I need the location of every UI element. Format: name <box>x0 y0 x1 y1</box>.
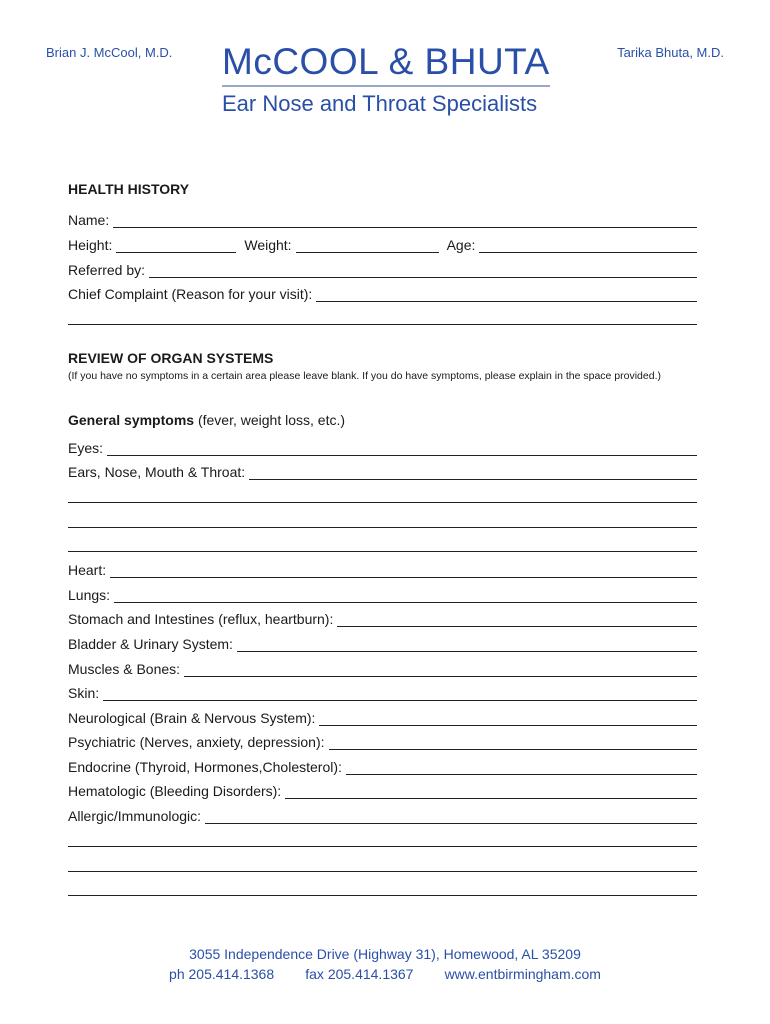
firm-name: McCOOL & BHUTA <box>222 41 550 82</box>
allergic-label: Allergic/Immunologic: <box>68 808 202 824</box>
weight-label: Weight: <box>244 237 292 253</box>
hematologic-row <box>68 781 697 799</box>
ent-field[interactable] <box>249 463 697 480</box>
bladder-row <box>68 634 697 652</box>
height-field[interactable] <box>116 236 236 253</box>
ent-label: Ears, Nose, Mouth & Throat: <box>68 464 246 480</box>
allergic-field[interactable] <box>205 807 697 824</box>
referred-field[interactable] <box>149 261 697 278</box>
firm-subtitle: Ear Nose and Throat Specialists <box>222 91 538 116</box>
doctor-right-name: Tarika Bhuta, M.D. <box>617 45 724 60</box>
firm-divider <box>222 85 550 87</box>
referred-row <box>68 260 697 278</box>
endocrine-row <box>68 757 697 775</box>
stomach-row <box>68 609 697 627</box>
heart-row <box>68 560 697 578</box>
review-title: REVIEW OF ORGAN SYSTEMS <box>68 350 274 366</box>
endocrine-label: Endocrine (Thyroid, Hormones,Cholesterol): <box>68 759 342 775</box>
skin-label: Skin: <box>68 685 100 701</box>
eyes-label: Eyes: <box>68 440 104 456</box>
neuro-field[interactable] <box>319 709 697 726</box>
hematologic-field[interactable] <box>285 782 697 799</box>
ent-extra-line-1[interactable] <box>68 502 697 503</box>
footer-contact: ph 205.414.1368 fax 205.414.1367 www.entbirmingham.com <box>169 966 601 982</box>
complaint-row <box>68 284 697 302</box>
psych-field[interactable] <box>329 733 698 750</box>
heart-field[interactable] <box>110 561 697 578</box>
footer-address: 3055 Independence Drive (Highway 31), Homewood, AL 35209 <box>189 946 581 962</box>
ent-row <box>68 462 697 480</box>
stomach-label: Stomach and Intestines (reflux, heartburn): <box>68 611 334 627</box>
weight-field[interactable] <box>296 236 439 253</box>
complaint-label: Chief Complaint (Reason for your visit): <box>68 286 313 302</box>
ent-extra-line-2[interactable] <box>68 527 697 528</box>
lungs-row <box>68 585 697 603</box>
neuro-label: Neurological (Brain & Nervous System): <box>68 710 316 726</box>
general-rest: (fever, weight loss, etc.) <box>194 412 346 428</box>
doctor-left-name: Brian J. McCool, M.D. <box>46 45 173 60</box>
lungs-field[interactable] <box>114 586 697 603</box>
referred-label: Referred by: <box>68 262 146 278</box>
neuro-row <box>68 708 697 726</box>
hematologic-label: Hematologic (Bleeding Disorders): <box>68 783 282 799</box>
eyes-row <box>68 438 697 456</box>
age-field[interactable] <box>479 236 697 253</box>
general-bold: General symptoms <box>68 412 195 428</box>
height-weight-age-row <box>68 235 697 253</box>
skin-field[interactable] <box>103 684 697 701</box>
psych-row <box>68 732 697 750</box>
name-field[interactable] <box>113 211 697 228</box>
allergic-row <box>68 806 697 824</box>
ent-extra-line-3[interactable] <box>68 551 697 552</box>
muscles-row <box>68 659 697 677</box>
name-row <box>68 210 697 228</box>
allergic-extra-line-1[interactable] <box>68 846 697 847</box>
age-label: Age: <box>446 237 476 253</box>
muscles-label: Muscles & Bones: <box>68 661 181 677</box>
height-label: Height: <box>68 237 113 253</box>
complaint-field[interactable] <box>316 285 697 302</box>
endocrine-field[interactable] <box>346 758 697 775</box>
muscles-field[interactable] <box>184 660 697 677</box>
eyes-field[interactable] <box>107 439 697 456</box>
allergic-extra-line-3[interactable] <box>68 895 697 896</box>
allergic-extra-line-2[interactable] <box>68 871 697 872</box>
review-instructions: (If you have no symptoms in a certain area please leave blank. If you do have symptoms, please explain in the space provided.) <box>68 370 661 382</box>
complaint-extra-line[interactable] <box>68 324 697 325</box>
name-label: Name: <box>68 212 110 228</box>
health-history-title: HEALTH HISTORY <box>68 181 190 197</box>
psych-label: Psychiatric (Nerves, anxiety, depression): <box>68 734 325 750</box>
heart-label: Heart: <box>68 562 107 578</box>
bladder-field[interactable] <box>237 635 697 652</box>
stomach-field[interactable] <box>337 610 697 627</box>
skin-row <box>68 683 697 701</box>
bladder-label: Bladder & Urinary System: <box>68 636 233 652</box>
lungs-label: Lungs: <box>68 587 111 603</box>
general-symptoms-heading <box>68 412 345 428</box>
